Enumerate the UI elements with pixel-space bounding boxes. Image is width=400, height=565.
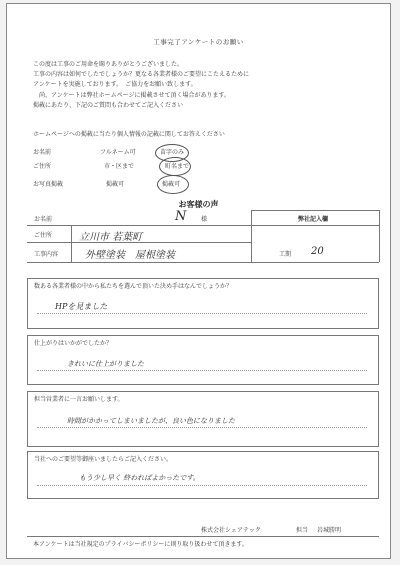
answer-line <box>37 485 367 486</box>
company-name: 株式会社シェアテック <box>201 527 261 534</box>
honorific: 様 <box>201 216 208 223</box>
form-line <box>251 210 379 211</box>
name-label: お名前 <box>34 216 53 223</box>
consent-name-option-full: フルネーム可 <box>100 149 136 156</box>
consent-address-label: ご住所 <box>33 163 52 170</box>
form-line <box>71 225 72 262</box>
answer-line <box>37 370 367 371</box>
address-value: 立川市 若葉町 <box>79 232 143 243</box>
intro-line-4: 尚、アンケートは弊社ホームページに掲載させて頂く場合があります。 <box>39 92 231 99</box>
office-use-label: 弊社記入欄 <box>298 216 329 223</box>
page-title: 工事完了アンケートのお願い <box>153 38 244 46</box>
answer-4: もう少し早く 終わればよかったです。 <box>79 474 200 482</box>
form-line <box>27 225 379 226</box>
answer-2: きれいに仕上がりました <box>67 360 144 368</box>
consent-photo-label: お写真掲載 <box>33 181 64 188</box>
answer-line <box>37 313 367 314</box>
form-line <box>251 210 252 262</box>
privacy-note: 本アンケートは当社規定のプライバシーポリシーに則り取り扱わせて頂きます。 <box>33 541 248 548</box>
selection-circle <box>157 175 189 194</box>
address-label: ご住所 <box>34 232 53 239</box>
consent-photo-option-1: 掲載可 <box>106 181 125 188</box>
intro-line-5: 掲載にあたり、下記のご質問も合わせてご記入ください <box>33 102 184 109</box>
answer-3: 時間がかかってしまいましたが、良い色になりました <box>67 417 235 425</box>
period-value: 20 <box>311 246 324 257</box>
question-4: 当社へのご要望等御座いましたらご記入ください。 <box>34 456 173 463</box>
survey-sheet <box>6 3 391 559</box>
question-1: 数ある各業者様の中から私たちを選んで頂いた決め手はなんでしょうか？ <box>34 283 233 290</box>
question-2: 仕上がりはいかがでしたか？ <box>34 340 113 347</box>
consent-photo-option-2: 掲載可 <box>162 181 181 188</box>
form-line <box>379 210 380 262</box>
staff-name: 岩城勝明 <box>317 527 342 534</box>
name-value: N <box>175 209 187 224</box>
staff-label: 担当 <box>296 527 309 534</box>
consent-question: ホームページへの掲載に当たり個人情報の記載に関してお答えください <box>33 131 225 138</box>
consent-name-option-surname: 苗字のみ <box>160 149 185 156</box>
period-label: 工期 <box>279 251 292 258</box>
intro-line-2: 工事の内容は如何でしたでしょうか？更なる各業者様のご要望にこたえるために <box>33 71 250 78</box>
answer-1: HPを見ました <box>55 302 108 311</box>
intro-line-3: アンケートを実施しております。 ご協力をお願い致します。 <box>33 81 197 88</box>
selection-circle <box>159 157 191 176</box>
consent-address-option-city: 市・区まで <box>104 163 135 170</box>
work-value: 外壁塗装 屋根塗装 <box>85 250 175 261</box>
footer-line <box>27 536 379 537</box>
consent-address-option-town: 町名まで <box>165 163 190 170</box>
customer-voice-title: お客様の声 <box>178 200 219 209</box>
question-3: 担当営業者に一言お願いします。 <box>34 396 124 403</box>
form-line <box>27 242 251 243</box>
consent-name-label: お名前 <box>33 149 52 156</box>
form-line <box>27 262 379 263</box>
answer-line <box>37 427 367 428</box>
intro-line-1: この度は工事のご用命を賜りありがとうございました。 <box>33 61 184 68</box>
work-label: 工事内容 <box>34 251 59 258</box>
